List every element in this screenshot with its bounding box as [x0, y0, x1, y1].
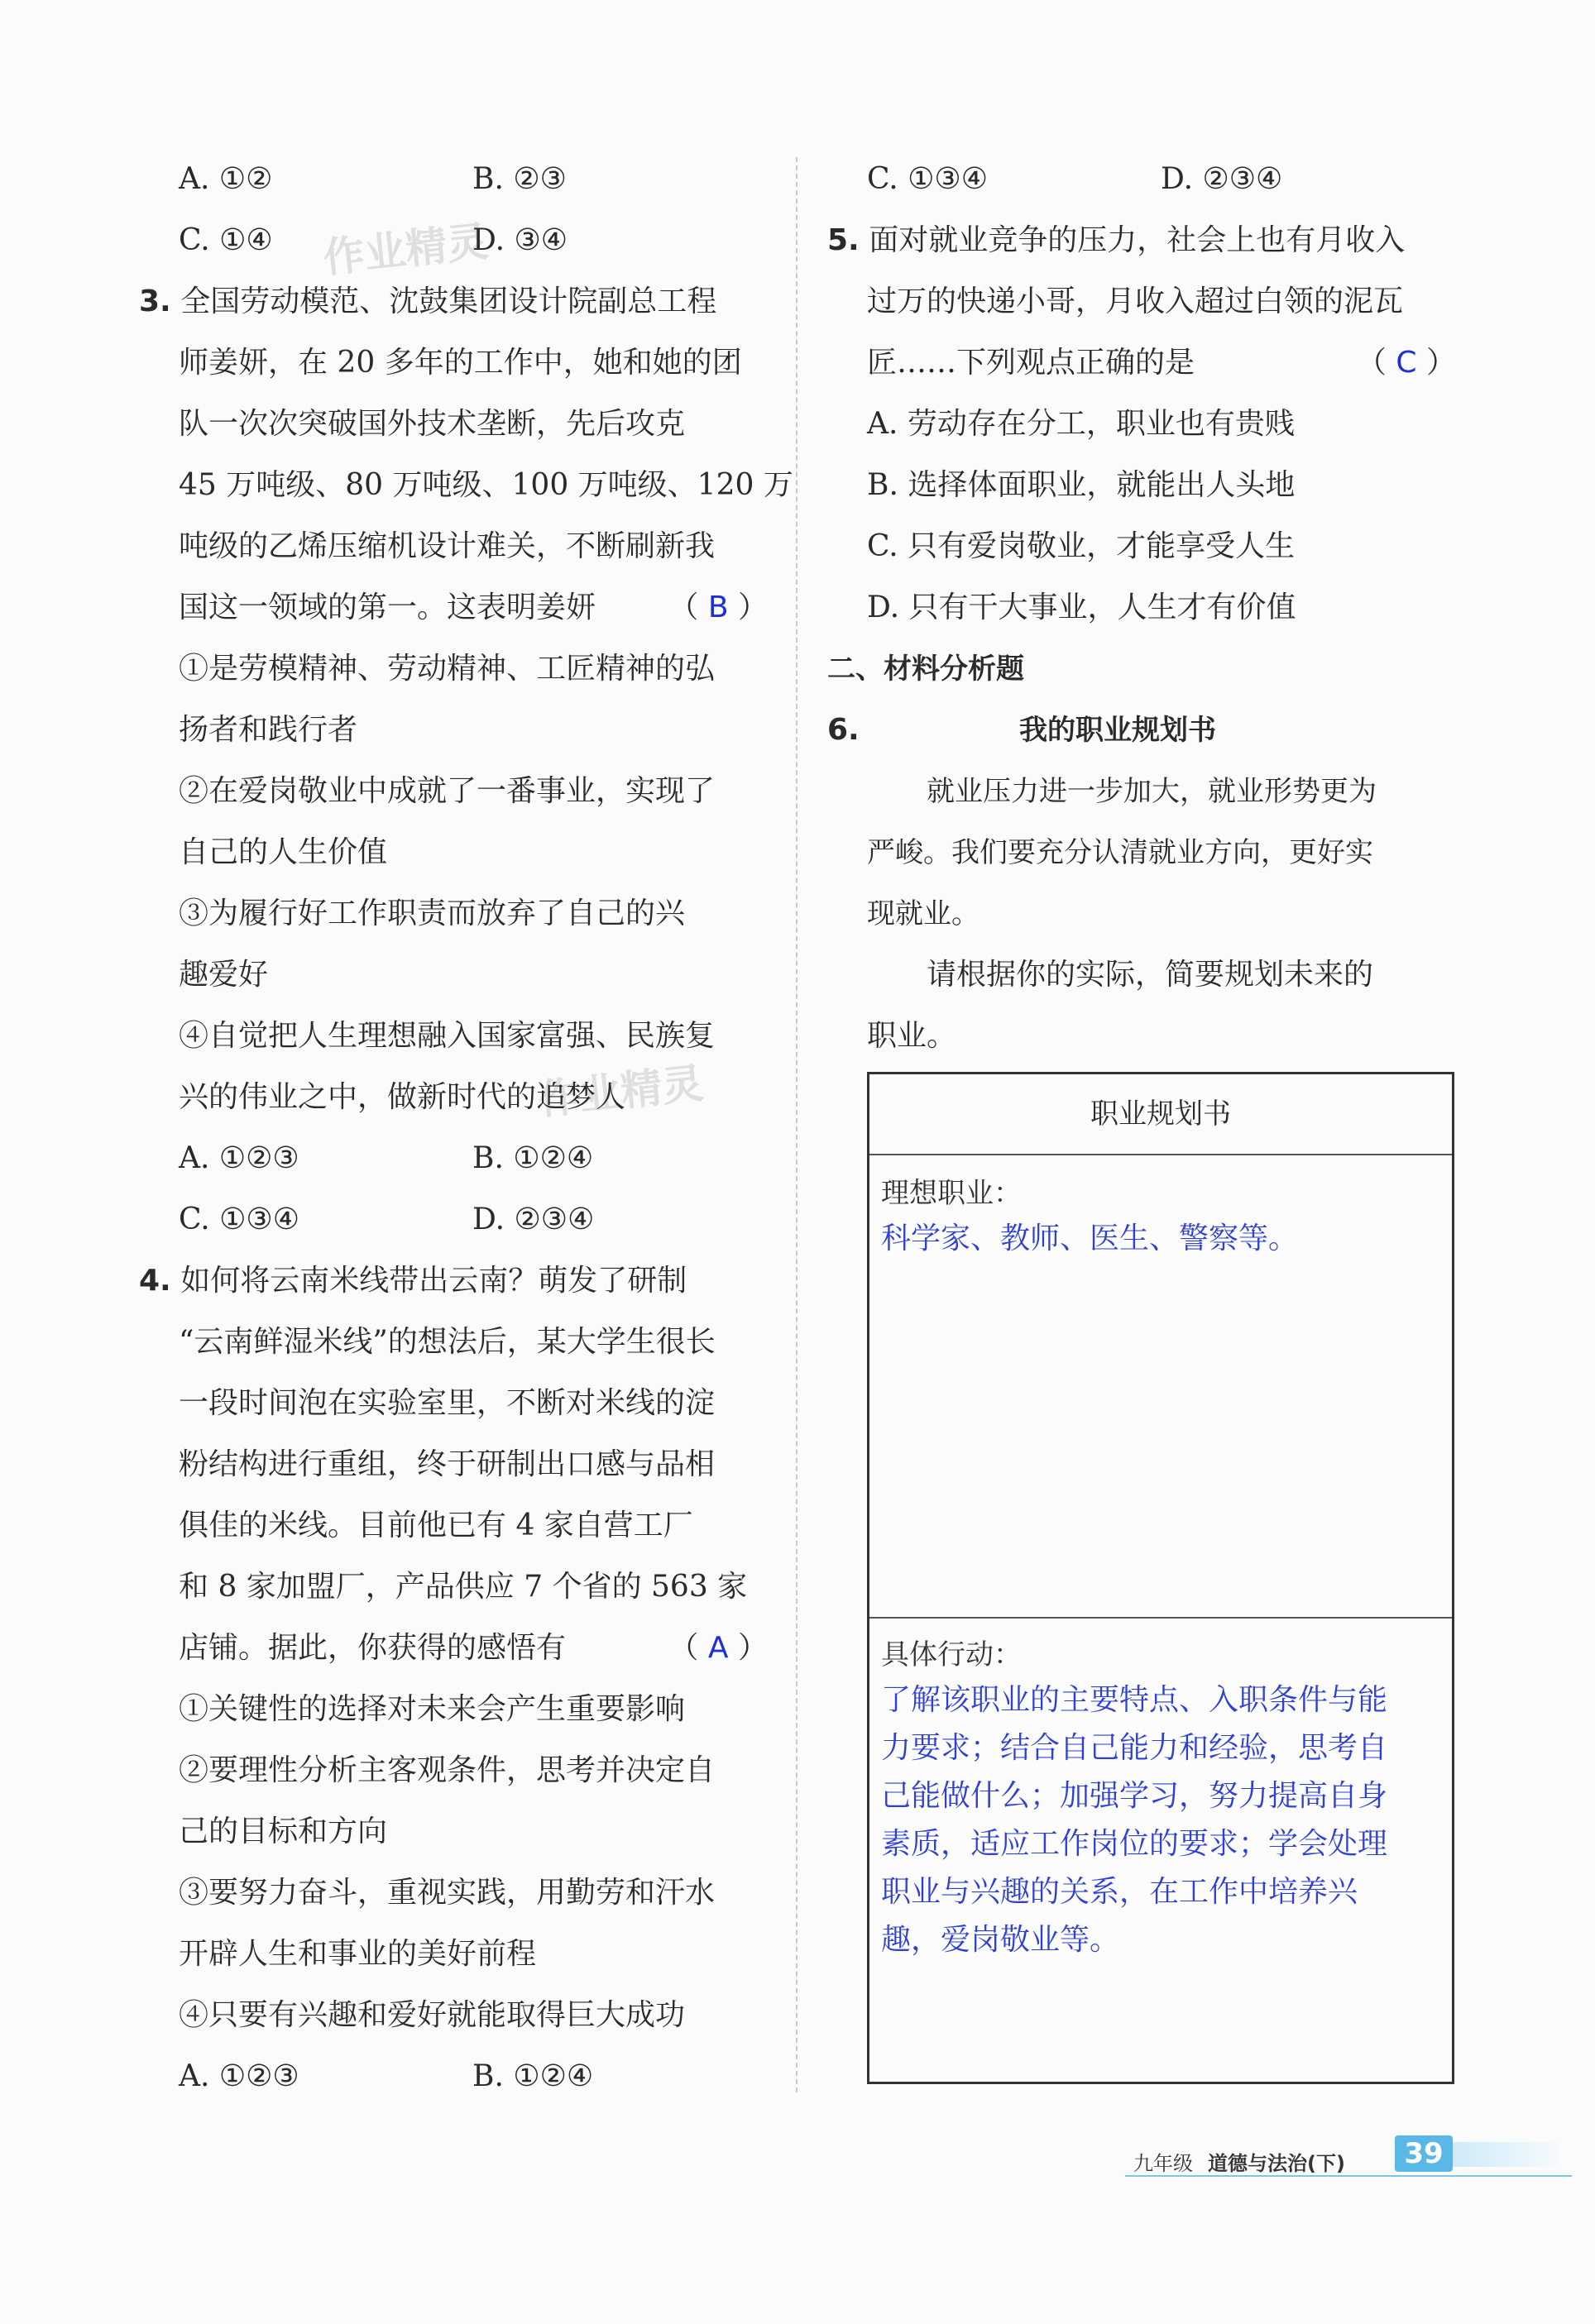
q4-options-row	[827, 149, 1456, 210]
statement-item: ④自觉把人生理想融入国家富强、民族复	[179, 1019, 716, 1053]
section-heading: 二、材料分析题	[827, 653, 1024, 686]
subject-label: 道德与法治(下)	[1208, 2152, 1345, 2175]
option: D. ②③④	[1161, 162, 1283, 196]
action-answer-line: 素质，适应工作岗位的要求；学会处理	[881, 1827, 1388, 1861]
question-6-title-line	[827, 700, 1456, 761]
question-4-line: 粉结构进行重组，终于研制出口感与品相	[179, 1447, 716, 1481]
answer-mark: B	[707, 591, 729, 624]
question-number: 3.	[139, 285, 171, 318]
question-text: 如何将云南米线带出云南？萌发了研制	[180, 1264, 687, 1298]
q3-options-row	[139, 1189, 768, 1250]
option: D. ②③④	[472, 1203, 595, 1236]
question-4-line: 和 8 家加盟厂，产品供应 7 个省的 563 家	[179, 1570, 748, 1604]
footer-rule	[1125, 2175, 1572, 2177]
plan-heading: 职业规划书	[869, 1074, 1452, 1155]
watermark: 作业精灵	[535, 1059, 706, 1125]
answer-bracket: （ A ）	[668, 1631, 768, 1665]
career-plan-box	[867, 1072, 1454, 2084]
page-number-tab	[1453, 2142, 1560, 2167]
question-text: 店铺。据此，你获得的感悟有	[179, 1631, 567, 1665]
question-number: 6.	[827, 713, 860, 747]
question-4-line: 一段时间泡在实验室里，不断对米线的淀	[179, 1386, 716, 1420]
question-number: 4.	[139, 1264, 171, 1298]
action-label: 具体行动：	[881, 1638, 1022, 1671]
option: D. 只有干大事业，人生才有价值	[867, 591, 1296, 624]
statement-item: 自己的人生价值	[179, 835, 388, 869]
statement-item: 开辟人生和事业的美好前程	[179, 1937, 537, 1971]
option: A. ①②	[179, 162, 273, 196]
option: A. ①②③	[179, 1141, 299, 1175]
option: C. ①④	[179, 223, 273, 257]
q3-options-row	[139, 1128, 768, 1189]
option: C. ①③④	[867, 162, 988, 196]
page-footer	[1125, 2135, 1572, 2185]
question-3-line	[139, 271, 768, 332]
q4-options-row	[139, 2046, 768, 2107]
question-3-line: 师姜妍，在 20 多年的工作中，她和她的团	[179, 346, 742, 380]
answer-mark: A	[707, 1631, 729, 1665]
grade-label: 九年级	[1133, 2152, 1193, 2175]
statement-item: ①是劳模精神、劳动精神、工匠精神的弘	[179, 652, 716, 686]
question-3-line: 吨级的乙烯压缩机设计难关，不断刷新我	[179, 529, 716, 563]
question-text: 面对就业竞争的压力，社会上也有月收入	[869, 223, 1406, 257]
material-line: 就业压力进一步加大，就业形势更为	[927, 775, 1377, 808]
question-5-line	[827, 332, 1456, 394]
material-title: 我的职业规划书	[1019, 714, 1216, 747]
statement-item: ②要理性分析主客观条件，思考并决定自	[179, 1753, 716, 1787]
q2-options-row	[139, 210, 768, 271]
question-3-line	[139, 577, 768, 638]
left-column	[139, 149, 793, 2107]
question-4-line	[139, 1618, 768, 1679]
answer-bracket: （ B ）	[668, 591, 768, 624]
column-divider	[796, 157, 798, 2092]
prompt-line: 请根据你的实际，简要规划未来的	[927, 958, 1374, 992]
option: A. ①②③	[179, 2059, 299, 2093]
question-5-line	[827, 210, 1456, 271]
action-answer-line: 了解该职业的主要特点、入职条件与能	[881, 1683, 1388, 1717]
answer-mark: C	[1396, 346, 1417, 380]
statement-item: ③要努力奋斗，重视实践，用勤劳和汗水	[179, 1876, 716, 1910]
question-4-line: “云南鲜湿米线”的想法后，某大学生很长	[179, 1325, 716, 1359]
page-number: 39	[1395, 2135, 1453, 2172]
statement-item: ③为履行好工作职责而放弃了自己的兴	[179, 897, 686, 930]
question-number: 5.	[827, 223, 860, 257]
option: A. 劳动存在分工，职业也有贵贱	[867, 407, 1295, 441]
q2-options-row	[139, 149, 768, 210]
ideal-career-section	[869, 1155, 1452, 1619]
right-column	[827, 149, 1456, 1067]
statement-item: ①关键性的选择对未来会产生重要影响	[179, 1692, 686, 1726]
question-text: 全国劳动模范、沈鼓集团设计院副总工程	[180, 285, 717, 318]
option: B. ①②④	[472, 2059, 594, 2093]
footer-label	[1133, 2147, 1345, 2176]
ideal-career-label: 理想职业：	[881, 1177, 1022, 1210]
statement-item: ②在爱岗敬业中成就了一番事业，实现了	[179, 774, 716, 808]
action-answer-line: 趣，爱岗敬业等。	[881, 1923, 1120, 1957]
action-answer-line: 职业与兴趣的关系，在工作中培养兴	[881, 1875, 1358, 1909]
option: C. ①③④	[179, 1203, 299, 1236]
question-3-line: 队一次次突破国外技术垄断，先后攻克	[179, 407, 686, 441]
statement-item: ④只要有兴趣和爱好就能取得巨大成功	[179, 1998, 686, 2032]
question-5-line: 过万的快递小哥，月收入超过白领的泥瓦	[867, 285, 1404, 318]
question-3-line: 45 万吨级、80 万吨级、100 万吨级、120 万	[179, 468, 793, 502]
question-text: 匠……下列观点正确的是	[867, 346, 1195, 380]
question-4-line: 俱佳的米线。目前他已有 4 家自营工厂	[179, 1509, 693, 1542]
option: B. ①②④	[472, 1141, 594, 1175]
action-answer-line: 力要求；结合自己能力和经验，思考自	[881, 1731, 1388, 1765]
prompt-line: 职业。	[867, 1019, 957, 1053]
statement-item: 兴的伟业之中，做新时代的追梦人	[179, 1080, 626, 1114]
statement-item: 趣爱好	[179, 958, 269, 992]
question-4-line	[139, 1250, 768, 1312]
action-section	[869, 1619, 1452, 1964]
material-line: 现就业。	[867, 897, 980, 930]
statement-item: 扬者和践行者	[179, 713, 358, 747]
option: D. ③④	[472, 223, 568, 257]
action-answer-line: 己能做什么；加强学习，努力提高自身	[881, 1779, 1388, 1813]
option: B. 选择体面职业，就能出人头地	[867, 468, 1296, 502]
material-line: 严峻。我们要充分认清就业方向，更好实	[867, 836, 1373, 869]
ideal-career-answer: 科学家、教师、医生、警察等。	[881, 1222, 1299, 1255]
watermark: 作业精灵	[320, 217, 491, 283]
option: B. ②③	[472, 162, 567, 196]
option: C. 只有爱岗敬业，才能享受人生	[867, 529, 1296, 563]
question-text: 国这一领域的第一。这表明姜妍	[179, 591, 596, 624]
statement-item: 己的目标和方向	[179, 1815, 388, 1848]
answer-bracket: （ C ）	[1356, 346, 1456, 380]
